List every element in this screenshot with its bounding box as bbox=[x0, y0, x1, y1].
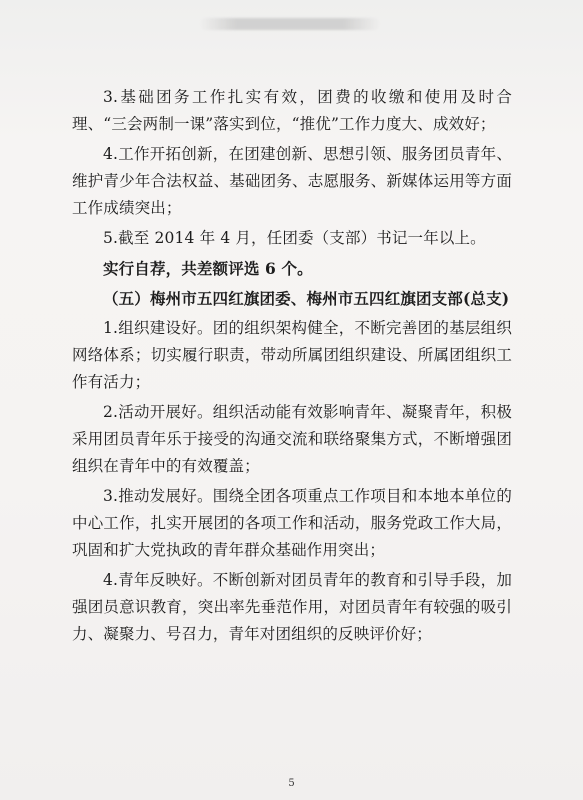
section-heading-five: （五）梅州市五四红旗团委、梅州市五四红旗团支部(总支) bbox=[103, 289, 510, 308]
paragraph-activities: 2.活动开展好。组织活动能有效影响青年、凝聚青年，积极采用团员青年乐于接受的沟通交流和联络聚集方式，不断增强团组织在青年中的有效覆盖； bbox=[72, 403, 512, 475]
paragraph-criteria-5: 5.截至 2014 年 4 月，任团委（支部）书记一年以上。 bbox=[103, 229, 486, 247]
paragraph-selection-note: 实行自荐，共差额评选 6 个。 bbox=[103, 259, 313, 278]
paragraph-criteria-4: 4.工作开拓创新，在团建创新、思想引领、服务团员青年、维护青少年合法权益、基础团务、志愿服务、新媒体运用等方面工作成绩突出； bbox=[72, 145, 512, 217]
document-body bbox=[72, 84, 512, 651]
paragraph-development: 3.推动发展好。围绕全团各项重点工作项目和本地本单位的中心工作，扎实开展团的各项工作和活动，服务党政工作大局，巩固和扩大党执政的青年群众基础作用突出； bbox=[72, 487, 512, 559]
paragraph-org-building: 1.组织建设好。团的组织架构健全，不断完善团的基层组织网络体系；切实履行职责，带动所属团组织建设、所属团组织工作有活力； bbox=[72, 319, 512, 391]
paragraph-criteria-3: 3.基础团务工作扎实有效，团费的收缴和使用及时合理、“三会两制一课”落实到位，“推优”工作力度大、成效好； bbox=[72, 88, 512, 133]
faded-header-bleed bbox=[200, 18, 380, 30]
paragraph-youth-feedback: 4.青年反映好。不断创新对团员青年的教育和引导手段，加强团员意识教育，突出率先垂范作用，对团员青年有较强的吸引力、凝聚力、号召力，青年对团组织的反映评价好； bbox=[72, 571, 512, 643]
page-number: 5 bbox=[288, 778, 295, 789]
